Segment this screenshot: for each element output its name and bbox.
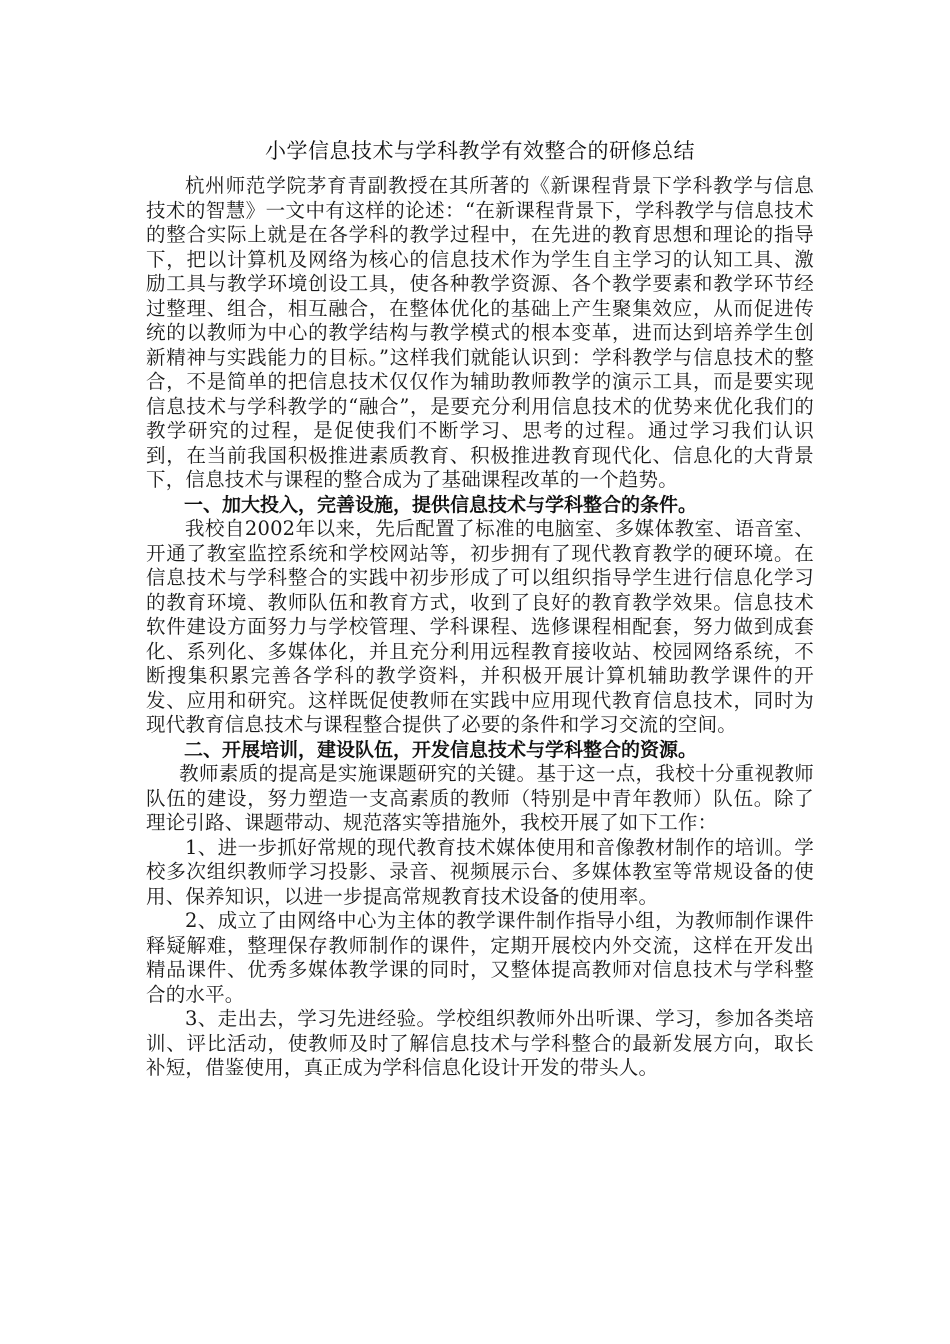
section-2-item-3: 3、走出去，学习先进经验。学校组织教师外出听课、学习，参加各类培训、评比活动，使教师及时了解信息技术与学科整合的最新发展方向，取长补短，借鉴使用，真正成为学科信息化设计开发的带头人。: [146, 1007, 814, 1079]
section-2-item-1: 1、进一步抓好常规的现代教育技术媒体使用和音像教材制作的培训。学校多次组织教师学习投影、录音、视频展示台、多媒体教室等常规设备的使用、保养知识，以进一步提高常规教育技术设备的使用率。: [146, 835, 814, 908]
section-1-heading: 一、加大投入，完善设施，提供信息技术与学科整合的条件。: [184, 493, 698, 516]
section-2-item-2: 2、成立了由网络中心为主体的教学课件制作指导小组，为教师制作课件释疑解难，整理保存教师制作的课件，定期开展校内外交流，这样在开发出精品课件、优秀多媒体教学课的同时，又整体提高教师对信息技术与学科整合的水平。: [146, 909, 814, 1006]
document-body: [146, 138, 814, 1081]
document-title: 小学信息技术与学科教学有效整合的研修总结: [265, 139, 695, 163]
section-2-heading: 二、开展培训，建设队伍，开发信息技术与学科整合的资源。: [184, 738, 698, 761]
intro-paragraph: 杭州师范学院茅育青副教授在其所著的《新课程背景下学科教学与信息技术的智慧》一文中有这样的论述：“在新课程背景下，学科教学与信息技术的整合实际上就是在各学科的教学过程中，在先进的教育思想和理论的指导下，把以计算机及网络为核心的信息技术作为学生自主学习的认知工具、激励工具与教学环境创设工具，使各种教学资源、各个教学要素和教学环节经过整理、组合，相互融合，在整体优化的基础上产生聚集效应，从而促进传统的以教师为中心的教学结构与教学模式的根本变革，进而达到培养学生创新精神与实践能力的目标。”这样我们就能认识到：学科教学与信息技术的整合，不是简单的把信息技术仅仅作为辅助教师教学的演示工具，而是要实现信息技术与学科教学的“融合”，是要充分利用信息技术的优势来优化我们的教学研究的过程，是促使我们不断学习、思考的过程。通过学习我们认识到，在当前我国积极推进素质教育、积极推进教育现代化、信息化的大背景下，信息技术与课程的整合成为了基础课程改革的一个趋势。: [146, 174, 814, 491]
section-1-paragraph: 我校自2002年以来，先后配置了标准的电脑室、多媒体教室、语音室、开通了教室监控系统和学校网站等，初步拥有了现代教育教学的硬环境。在信息技术与学科整合的实践中初步形成了可以组织指导学生进行信息化学习的教育环境、教师队伍和教育方式，收到了良好的教育教学效果。信息技术软件建设方面努力与学校管理、学科课程、选修课程相配套，努力做到成套化、系列化、多媒体化，并且充分利用远程教育接收站、校园网络系统，不断搜集积累完善各学科的教学资料，并积极开展计算机辅助教学课件的开发、应用和研究。这样既促使教师在实践中应用现代教育信息技术，同时为现代教育信息技术与课程整合提供了必要的条件和学习交流的空间。: [146, 517, 814, 736]
section-2-intro-paragraph: 教师素质的提高是实施课题研究的关键。基于这一点，我校十分重视教师队伍的建设，努力塑造一支高素质的教师（特别是中青年教师）队伍。除了理论引路、课题带动、规范落实等措施外，我校开展了如下工作：: [146, 762, 814, 834]
